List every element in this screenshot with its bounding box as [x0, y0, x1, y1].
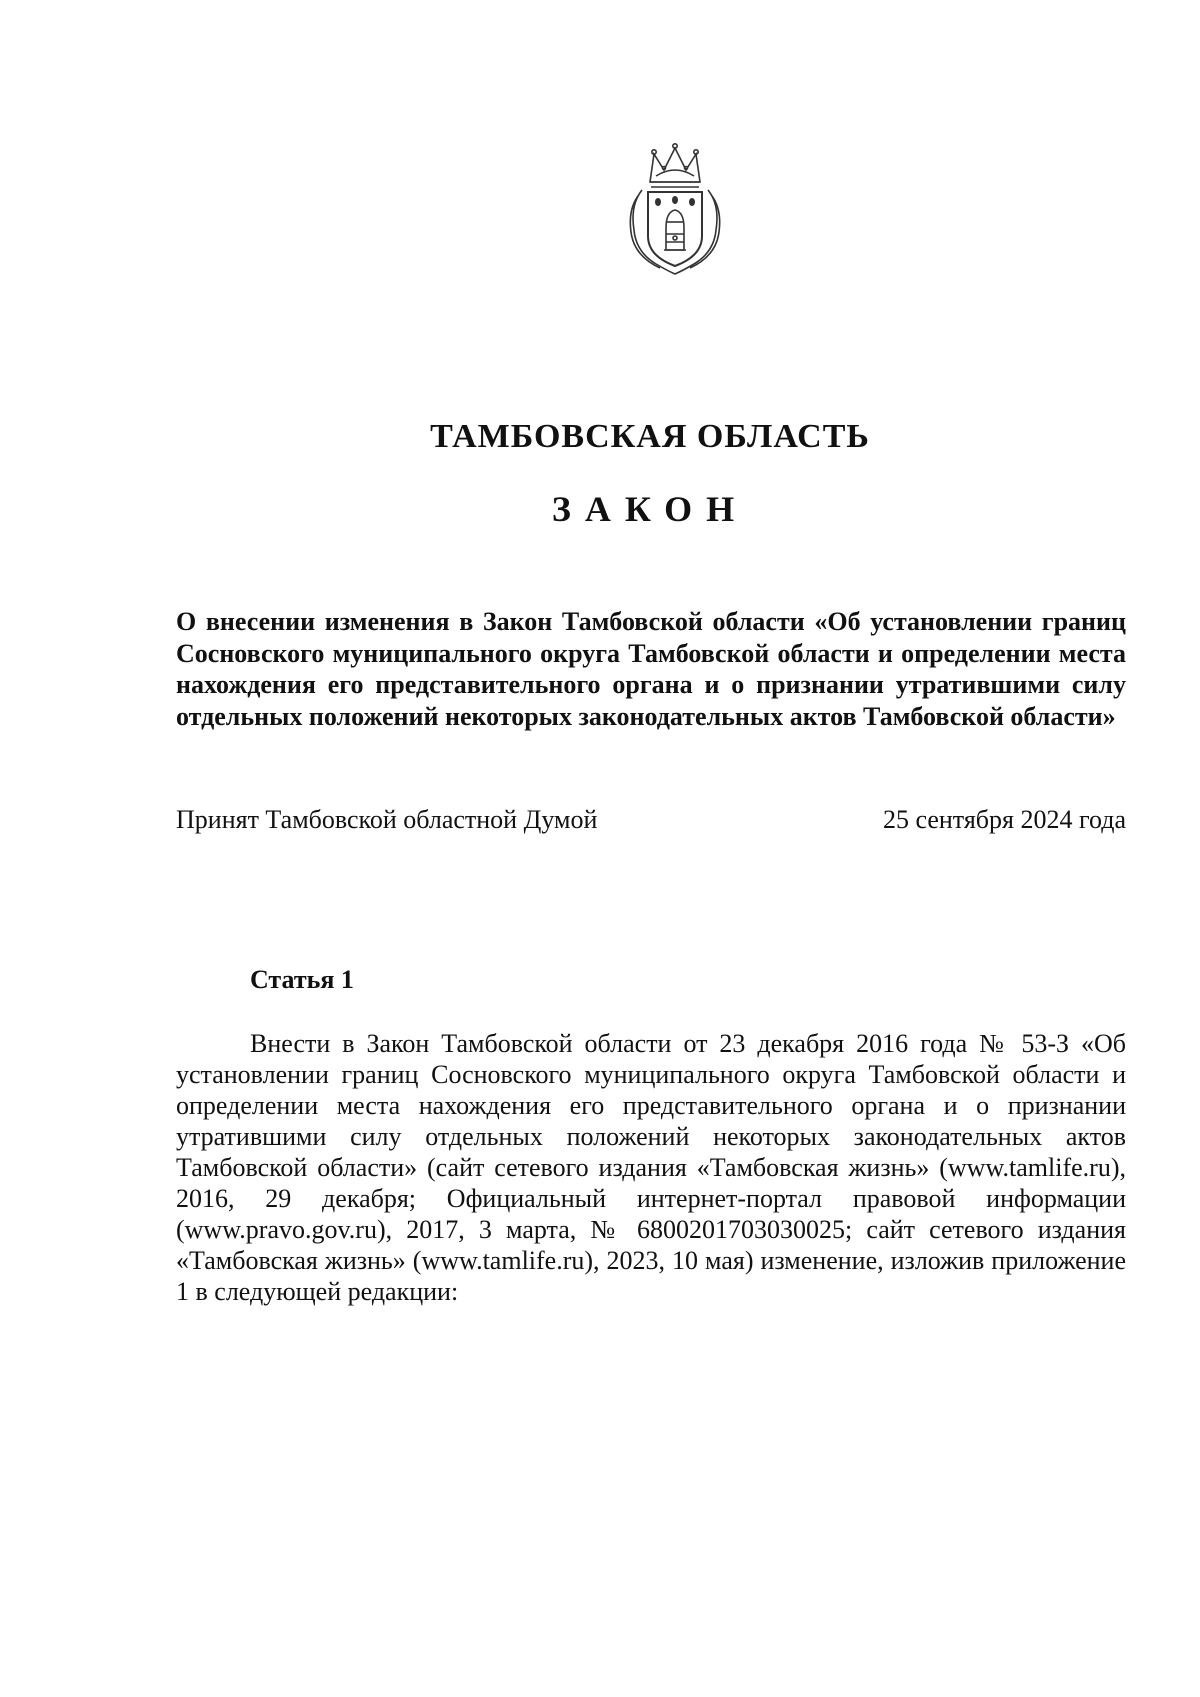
adoption-date: 25 сентября 2024 года — [882, 805, 1126, 834]
adopted-by-text: Принят Тамбовской областной Думой — [176, 805, 598, 834]
article-1-text: Внести в Закон Тамбовской области от 23 декабря 2016 года № 53-З «Об установлении границ Сосновского муниципального округа Тамбовской области и определении места нахождения его представительного органа и о признании утратившими силу отдельных положений некоторых законодательных актов Тамбовской области» (сайт сетевого издания «Тамбовская жизнь» (www.tamlife.ru), 2016, 29 декабря; Официальный интернет-портал правовой информации (www.pravo.gov.ru), 2017, 3 марта, № 6800201703030025; сайт сетевого издания «Тамбовская жизнь» (www.tamlife.ru), 2023, 10 мая) изменение, изложив приложение 1 в следующей редакции: — [176, 1029, 1126, 1306]
adoption-line — [176, 805, 1126, 835]
article-1-title: Статья 1 — [250, 965, 354, 994]
region-title: ТАМБОВСКАЯ ОБЛАСТЬ — [430, 418, 870, 455]
tambov-coat-of-arms-icon — [620, 140, 730, 280]
document-type-title: ЗАКОН — [551, 489, 749, 529]
law-heading: О внесении изменения в Закон Тамбовской области «Об установлении границ Сосновского муниципального округа Тамбовской области и определении места нахождения его представительного органа и о признании утратившими силу отдельных положений некоторых законодательных актов Тамбовской области» — [176, 607, 1126, 731]
